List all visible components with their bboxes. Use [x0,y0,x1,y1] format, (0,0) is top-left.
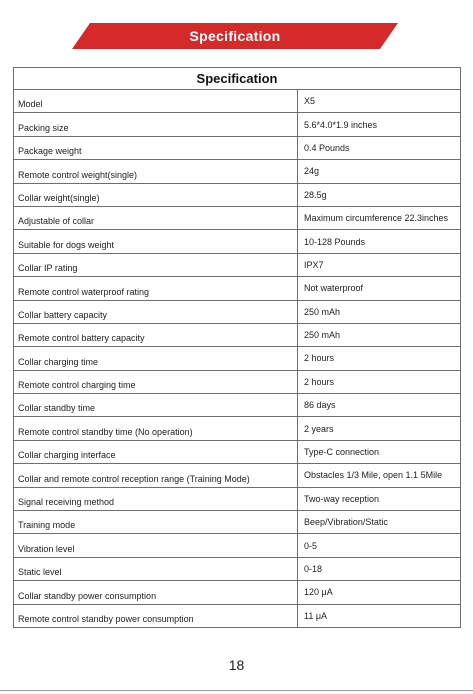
spec-value: Not waterproof [298,277,461,300]
spec-label: Collar and remote control reception range (Training Mode) [14,464,298,487]
spec-label: Package weight [14,136,298,159]
spec-label: Remote control standby power consumption [14,604,298,627]
spec-value: 250 mAh [298,300,461,323]
table-row [14,487,461,510]
spec-value: 11 μA [298,604,461,627]
spec-label: Collar standby power consumption [14,581,298,604]
spec-value: 0-5 [298,534,461,557]
table-row [14,557,461,580]
spec-value: Beep/Vibration/Static [298,511,461,534]
table-row [14,417,461,440]
spec-label: Remote control weight(single) [14,160,298,183]
spec-value: Obstacles 1/3 Mile, open 1.1 5Mile [298,464,461,487]
spec-value: 2 years [298,417,461,440]
spec-value: Type-C connection [298,440,461,463]
table-row [14,347,461,370]
spec-label: Packing size [14,113,298,136]
spec-label: Signal receiving method [14,487,298,510]
spec-value: 86 days [298,394,461,417]
spec-label: Remote control waterproof rating [14,277,298,300]
table-body [14,90,461,628]
table-row [14,323,461,346]
spec-label: Adjustable of collar [14,206,298,229]
spec-label: Static level [14,557,298,580]
spec-value: Maximum circumference 22.3inches [298,206,461,229]
table-header-row [14,68,461,90]
banner-title: Specification [189,28,281,44]
table-row [14,277,461,300]
spec-label: Collar standby time [14,394,298,417]
spec-label: Training mode [14,511,298,534]
spec-label: Collar charging time [14,347,298,370]
table-row [14,160,461,183]
spec-label: Collar IP rating [14,253,298,276]
table-row [14,581,461,604]
spec-value: 0.4 Pounds [298,136,461,159]
table-row [14,136,461,159]
spec-label: Collar battery capacity [14,300,298,323]
table-row [14,534,461,557]
table-row [14,183,461,206]
spec-label: Vibration level [14,534,298,557]
spec-value: Two-way reception [298,487,461,510]
spec-value: 0-18 [298,557,461,580]
spec-label: Suitable for dogs weight [14,230,298,253]
table-row [14,230,461,253]
spec-value: 250 mAh [298,323,461,346]
table-row [14,464,461,487]
section-banner [72,23,398,49]
spec-value: X5 [298,90,461,113]
table-row [14,206,461,229]
table-row [14,90,461,113]
spec-value: 2 hours [298,347,461,370]
spec-label: Collar charging interface [14,440,298,463]
spec-value: IPX7 [298,253,461,276]
spec-label: Remote control standby time (No operation) [14,417,298,440]
spec-value: 5.6*4.0*1.9 inches [298,113,461,136]
spec-value: 120 μA [298,581,461,604]
spec-label: Remote control charging time [14,370,298,393]
table-row [14,300,461,323]
spec-label: Collar weight(single) [14,183,298,206]
table-row [14,394,461,417]
spec-value: 28.5g [298,183,461,206]
table-row [14,511,461,534]
table-row [14,253,461,276]
spec-value: 2 hours [298,370,461,393]
table-row [14,440,461,463]
table-title: Specification [14,68,461,90]
spec-value: 24g [298,160,461,183]
table-row [14,113,461,136]
bottom-divider [0,690,473,691]
spec-value: 10-128 Pounds [298,230,461,253]
spec-label: Model [14,90,298,113]
page-number: 18 [228,657,245,673]
specification-table [13,67,461,628]
table-row [14,604,461,627]
table-row [14,370,461,393]
spec-label: Remote control battery capacity [14,323,298,346]
